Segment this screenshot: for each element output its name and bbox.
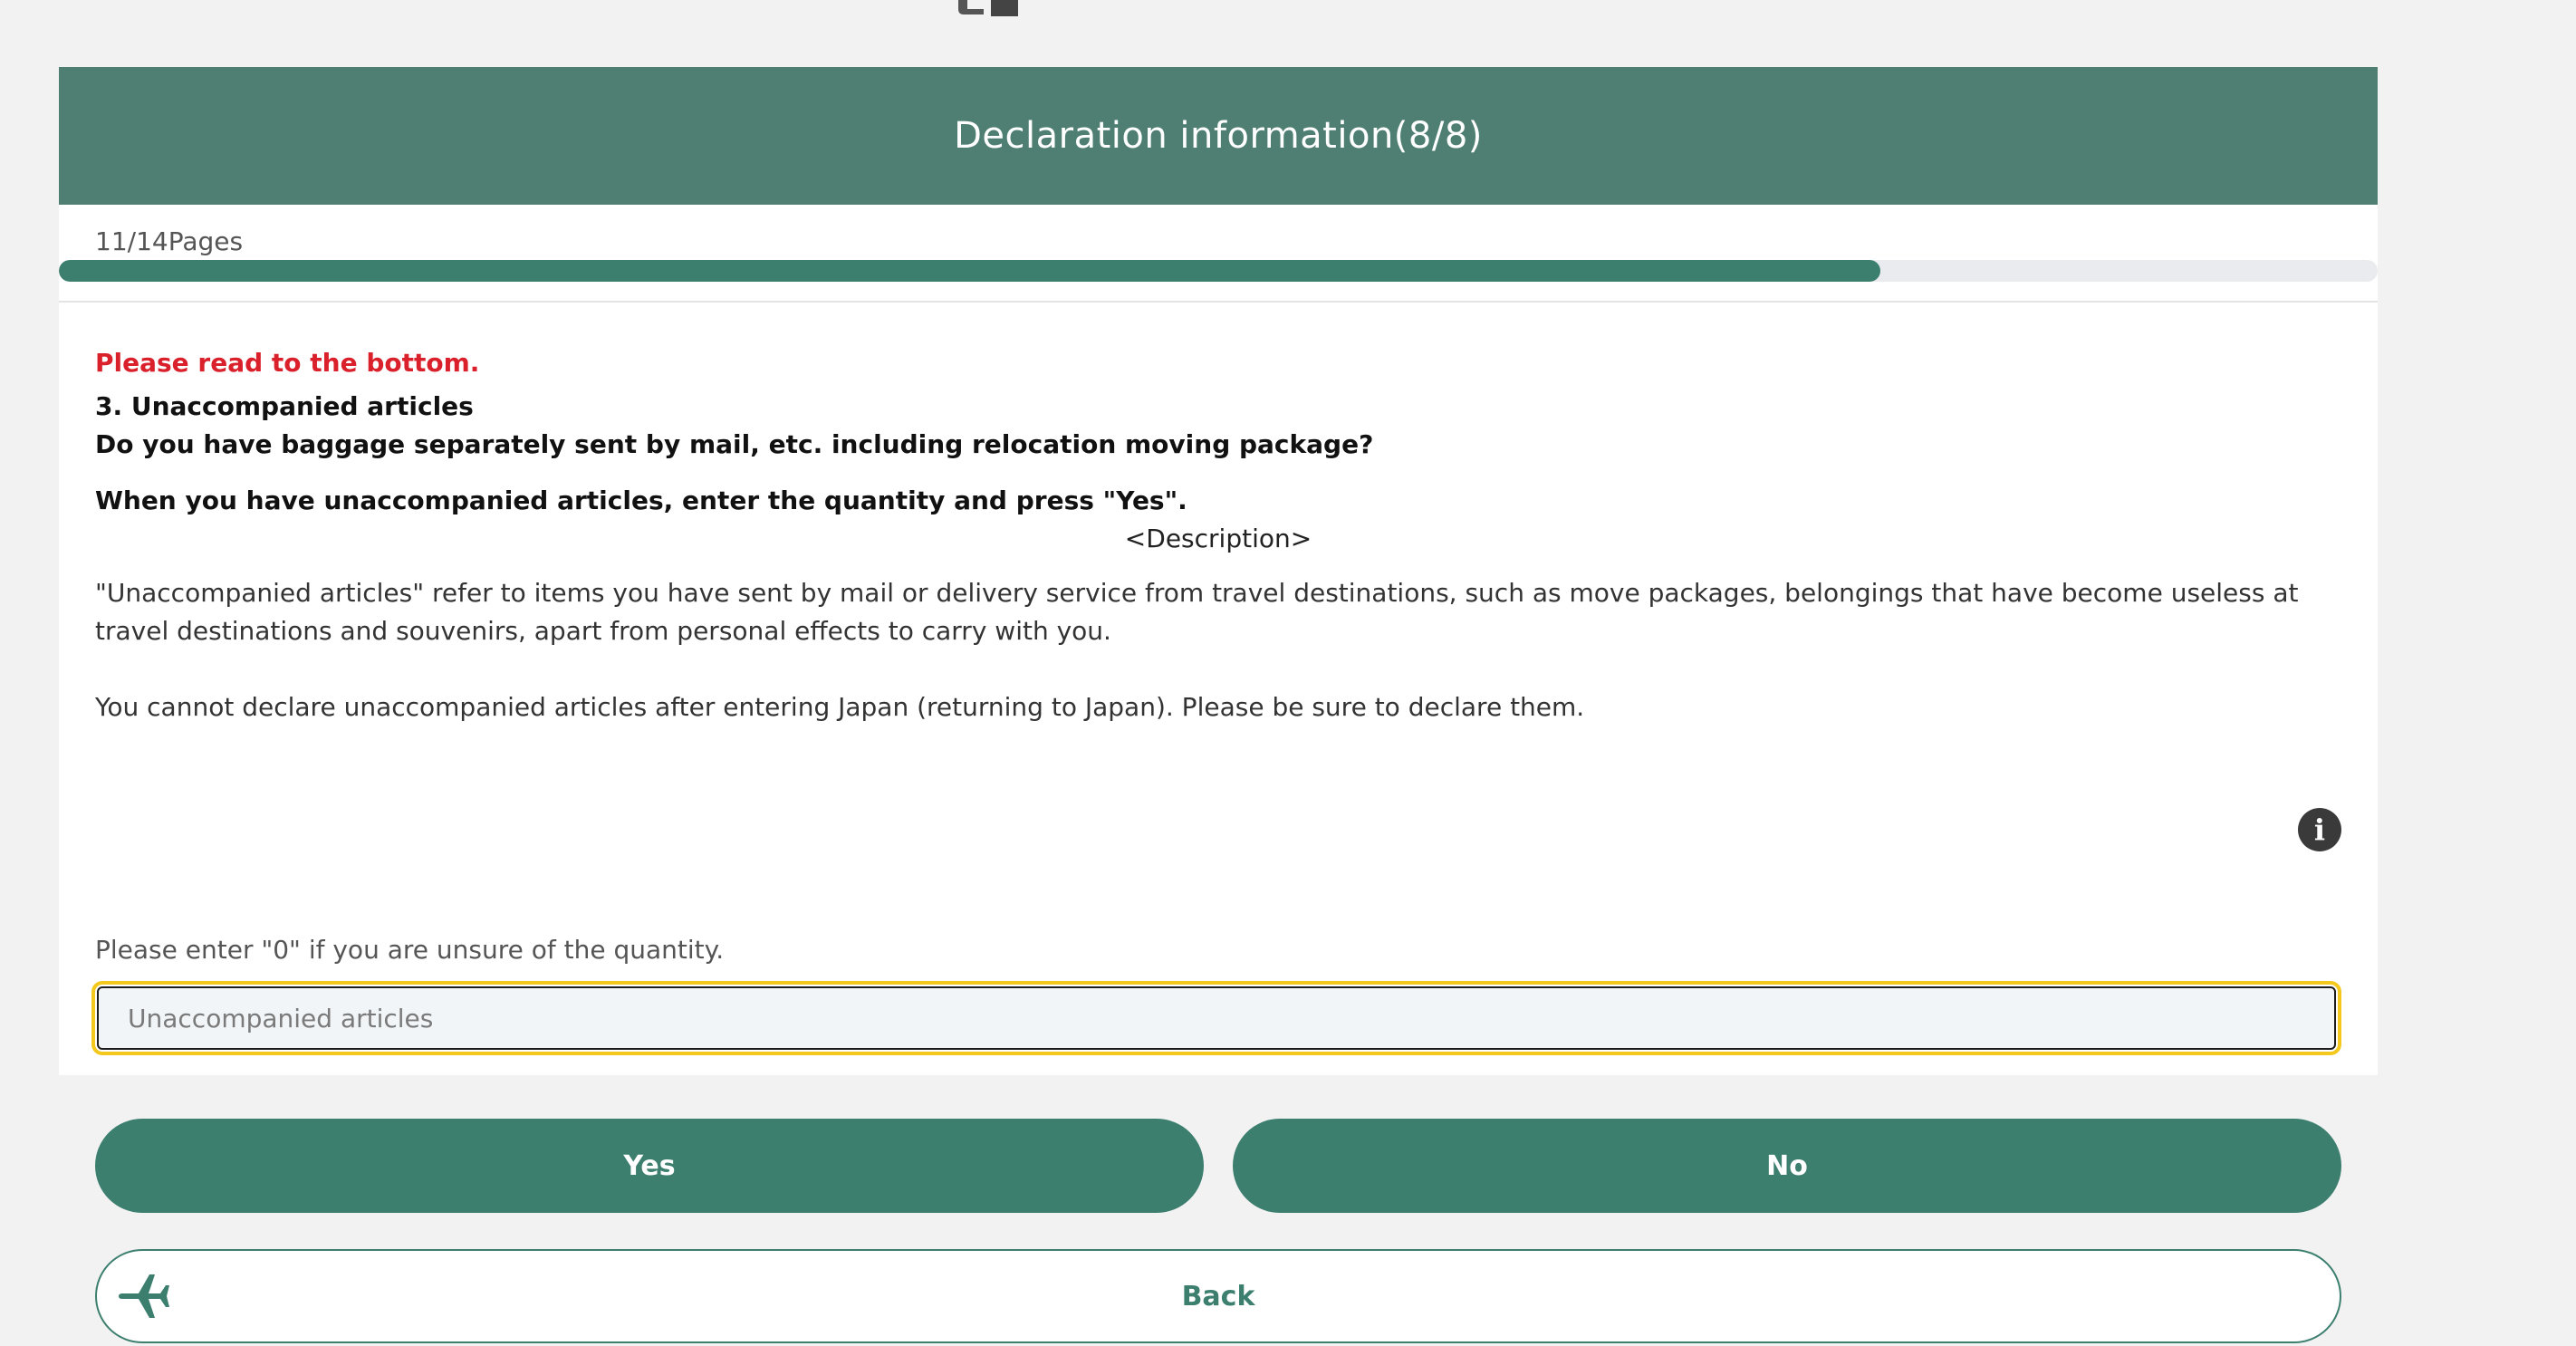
back-button[interactable] xyxy=(95,1249,2341,1343)
unaccompanied-articles-input[interactable] xyxy=(97,986,2336,1050)
page-title: Declaration information(8/8) xyxy=(954,115,1483,157)
quantity-hint: Please enter "0" if you are unsure of the quantity. xyxy=(95,935,725,965)
logo-fragment-icon xyxy=(953,0,1025,18)
progress-bar xyxy=(59,260,2378,282)
description-paragraph: "Unaccompanied articles" refer to items you have sent by mail or delivery service from travel destinations, such as move packages, belongings that have become useless at travel destinations and souvenirs, apart from personal effects to carry with you. xyxy=(95,578,2299,646)
quantity-input-focus-ring xyxy=(91,981,2341,1055)
info-icon[interactable]: i xyxy=(2298,808,2341,851)
question-instruction: When you have unaccompanied articles, enter the quantity and press "Yes". xyxy=(95,486,1187,515)
description-paragraph: You cannot declare unaccompanied articles after entering Japan (returning to Japan). Please be sure to declare them. xyxy=(95,692,1585,722)
question-text: Do you have baggage separately sent by mail, etc. including relocation moving package? xyxy=(95,429,1374,459)
question-title: 3. Unaccompanied articles xyxy=(95,391,474,421)
description-body xyxy=(95,574,2305,726)
page-header xyxy=(59,67,2378,205)
back-button-label: Back xyxy=(1181,1280,1255,1312)
airplane-icon xyxy=(115,1267,173,1325)
question-content xyxy=(95,339,2323,764)
declaration-card xyxy=(59,67,2378,1075)
yes-button[interactable]: Yes xyxy=(95,1119,1204,1213)
page-counter: 11/14Pages xyxy=(95,226,244,256)
divider xyxy=(59,301,2378,303)
read-to-bottom-notice: Please read to the bottom. xyxy=(95,348,480,378)
description-title: <Description> xyxy=(1124,524,1312,553)
progress-bar-fill xyxy=(59,260,1880,282)
no-button[interactable]: No xyxy=(1233,1119,2341,1213)
